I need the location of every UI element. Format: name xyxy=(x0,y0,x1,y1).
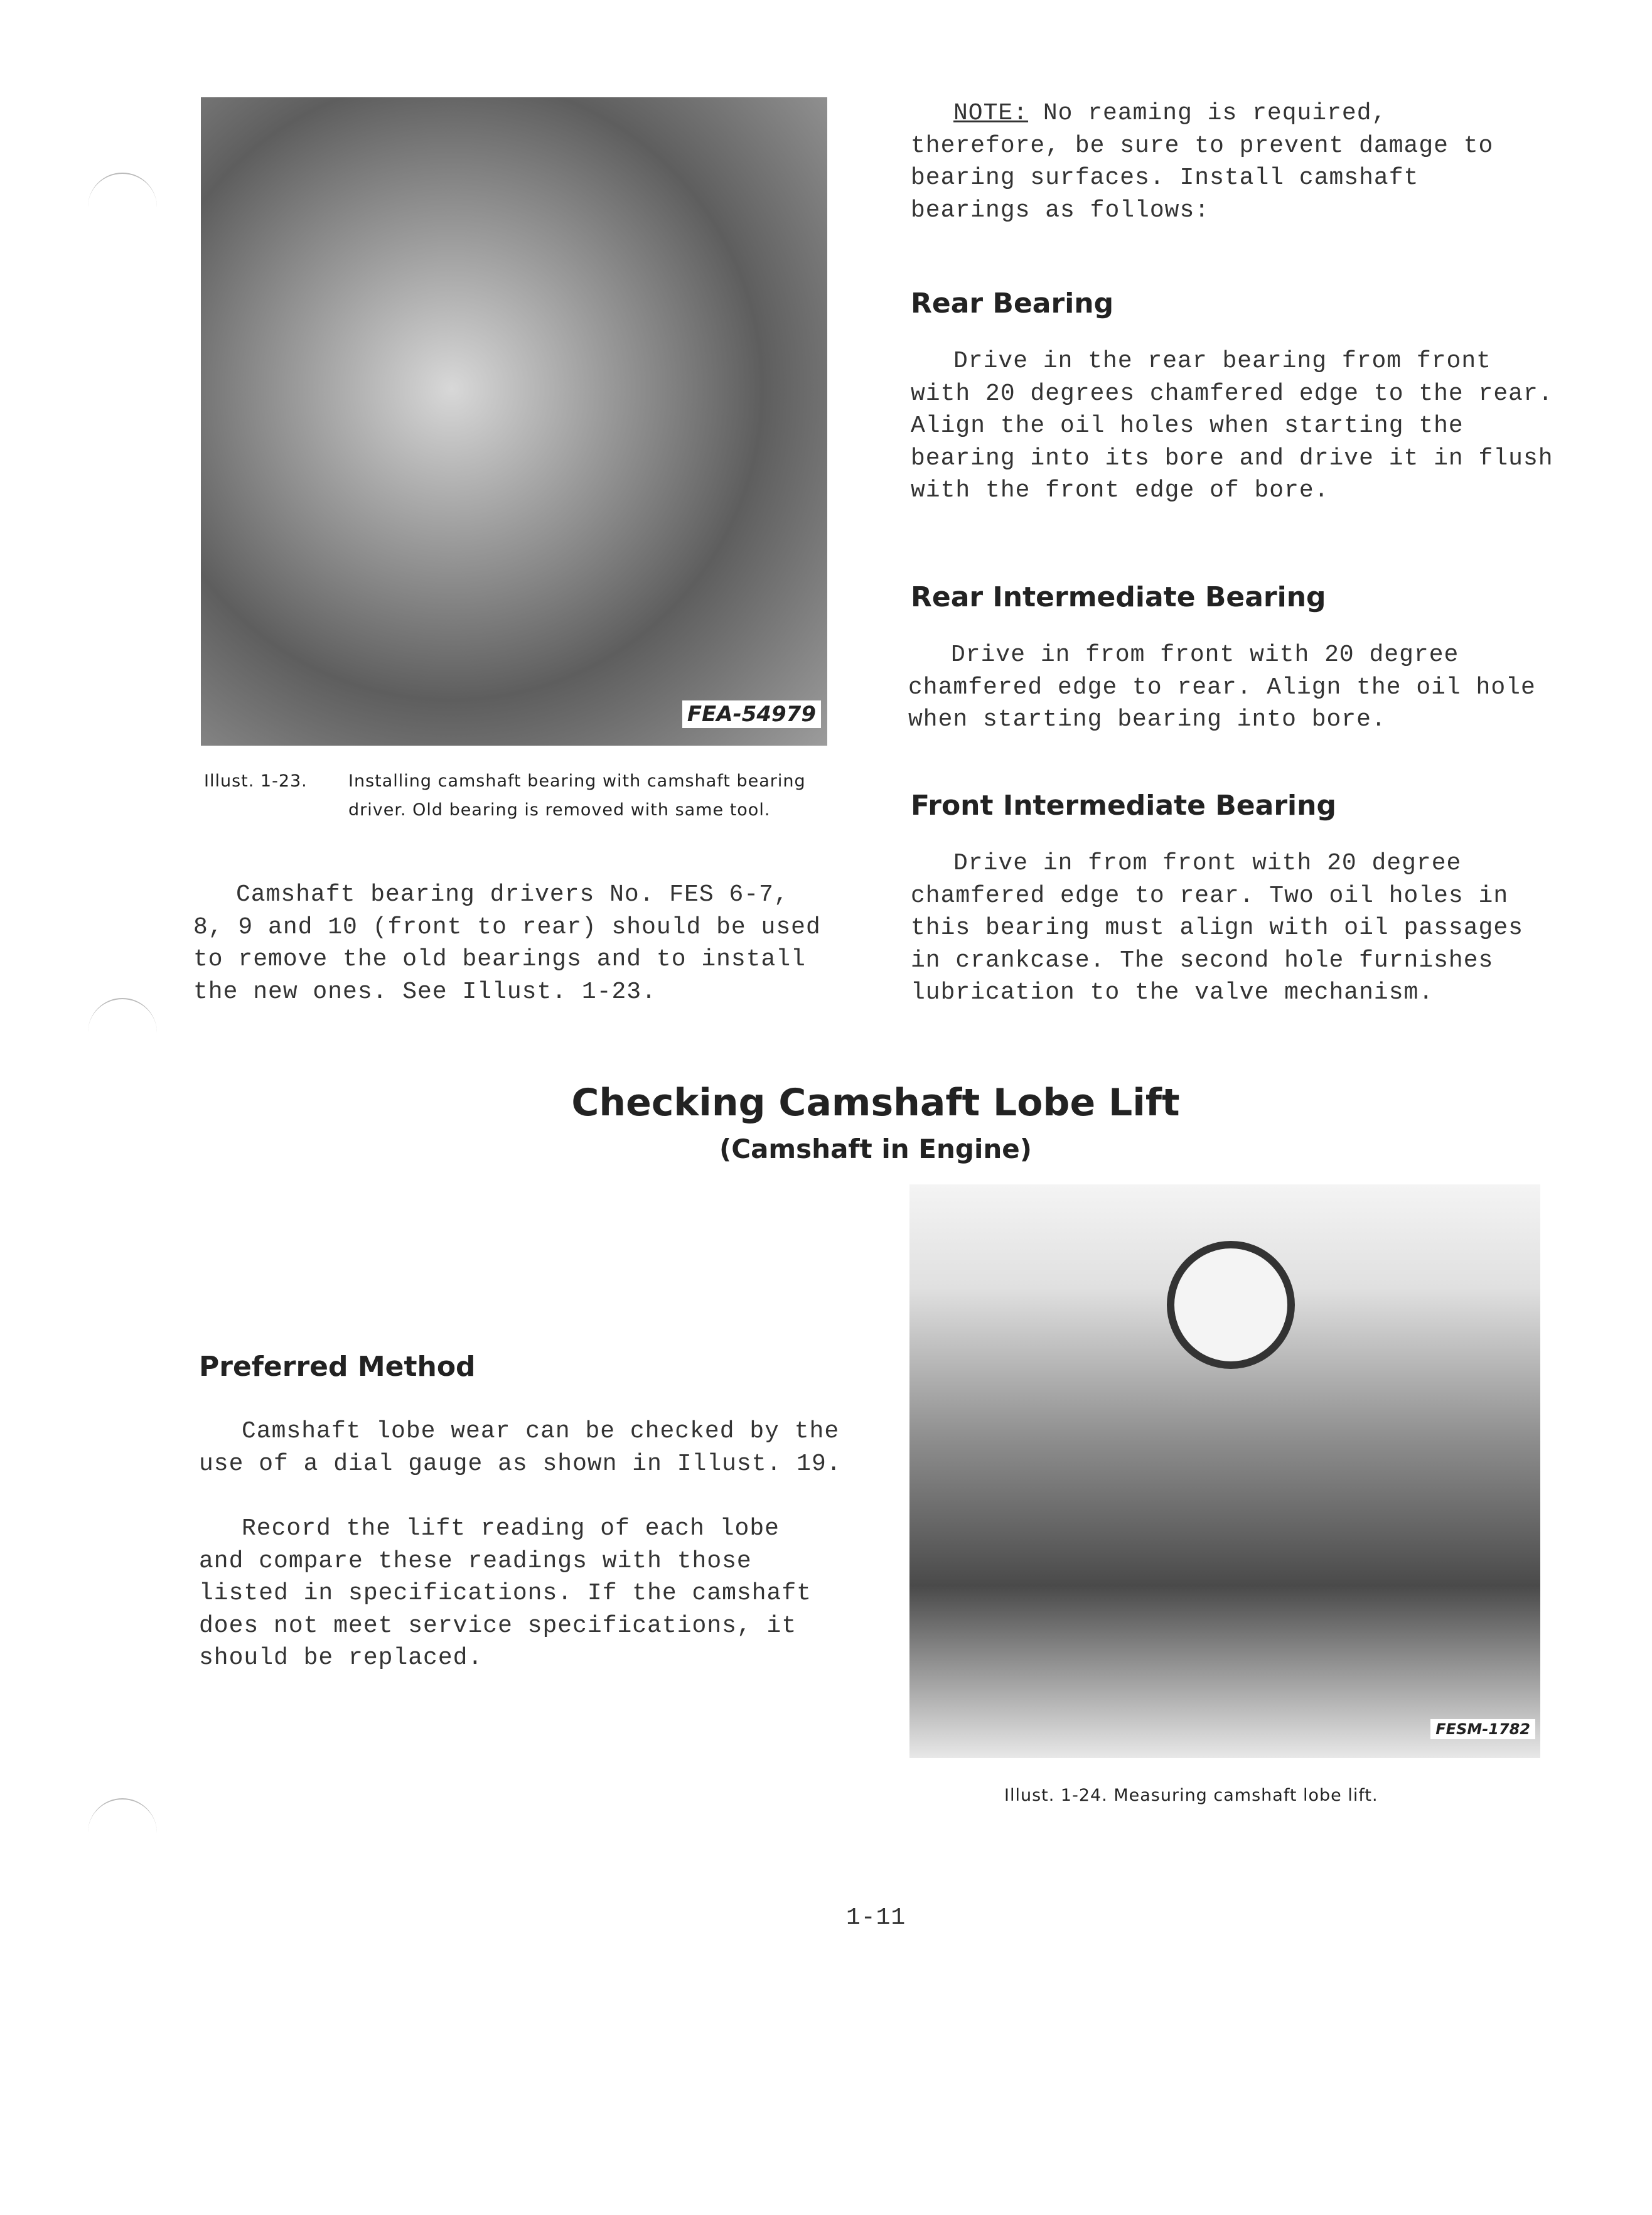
camshaft-bearing-photo xyxy=(201,97,827,746)
body-paragraph: Camshaft bearing drivers No. FES 6-7, 8, 9 and 10 (front to rear) should be used to remove the old bearings and to install the new ones. See Illust. 1-23. xyxy=(193,881,821,1006)
section-heading: Rear Intermediate Bearing xyxy=(911,581,1326,613)
method-heading: Preferred Method xyxy=(199,1351,476,1383)
dial-gauge-photo xyxy=(909,1184,1540,1758)
figure-caption: Illust. 1-24. Measuring camshaft lobe lift. xyxy=(1004,1786,1378,1805)
section-subtitle: (Camshaft in Engine) xyxy=(719,1134,1032,1164)
figure-caption xyxy=(204,767,819,825)
section-title: Checking Camshaft Lobe Lift xyxy=(571,1081,1180,1125)
method-paragraph: Camshaft lobe wear can be checked by the use of a dial gauge as shown in Illust. 19. xyxy=(199,1418,842,1478)
page-number: 1-11 xyxy=(846,1904,906,1931)
method-paragraph: Record the lift reading of each lobe and compare these readings with those listed in specifications. If the camshaft does not meet service specifications, it should be replaced. xyxy=(199,1515,812,1671)
section-heading: Rear Bearing xyxy=(911,287,1114,319)
caption-number: Illust. 1-23. xyxy=(204,771,308,791)
caption-text: Installing camshaft bearing with camshaft bearing driver. Old bearing is removed with same tool. xyxy=(348,771,806,820)
hole-punch-mark xyxy=(88,998,157,1037)
section-paragraph: Drive in from front with 20 degree chamfered edge to rear. Two oil holes in this bearing must align with oil passages in crankcase. The second hole furnishes lubrication to the valve mechanism. xyxy=(911,850,1523,1006)
note-label: NOTE: xyxy=(953,100,1029,127)
section-paragraph: Drive in the rear bearing from front with 20 degrees chamfered edge to the rear. Align the oil holes when starting the bearing into its bore and drive it in flush with the front edge of bore. xyxy=(911,348,1553,504)
section-heading: Front Intermediate Bearing xyxy=(911,790,1336,822)
dial-gauge-icon xyxy=(1167,1241,1295,1369)
note-paragraph xyxy=(911,97,1545,227)
hole-punch-mark xyxy=(88,173,157,212)
note-text: No reaming is required, therefore, be sure to prevent damage to bearing surfaces. Install camshaft bearings as follows: xyxy=(911,100,1494,224)
figure-label: FEA-54979 xyxy=(682,700,821,728)
hole-punch-mark xyxy=(88,1798,157,1837)
section-paragraph: Drive in from front with 20 degree chamfered edge to rear. Align the oil hole when starting bearing into bore. xyxy=(908,641,1536,733)
figure-label: FESM-1782 xyxy=(1430,1719,1535,1739)
